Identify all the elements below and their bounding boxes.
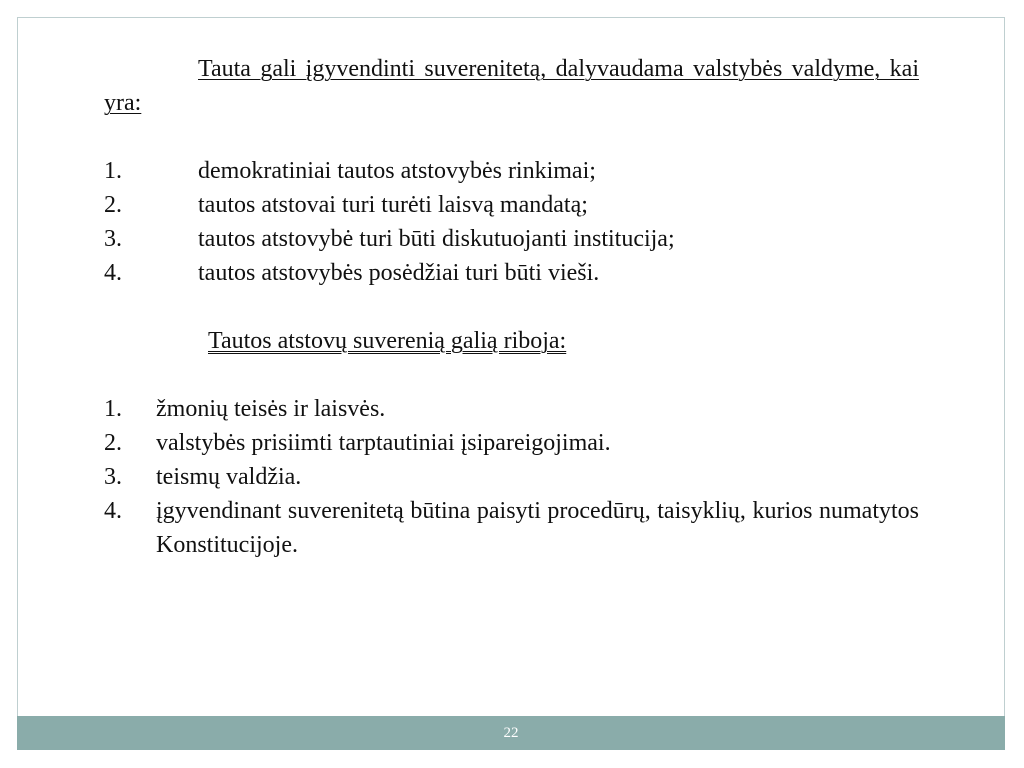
list-item bbox=[104, 154, 919, 188]
intro-text: Tauta gali įgyvendinti suverenitetą, dalyvaudama valstybės valdyme, kai yra: bbox=[104, 56, 919, 116]
footer-bar bbox=[17, 716, 1005, 750]
list-item bbox=[104, 256, 919, 290]
list-item-number: 1. bbox=[104, 396, 122, 422]
list-item-number: 2. bbox=[104, 430, 122, 456]
list-item-number: 3. bbox=[104, 226, 122, 252]
list-item-text: tautos atstovybės posėdžiai turi būti vieši. bbox=[198, 260, 600, 286]
list-item-number: 4. bbox=[104, 260, 122, 286]
slide-content bbox=[104, 52, 919, 562]
list-item bbox=[104, 426, 919, 460]
list-item bbox=[104, 392, 919, 426]
list-item-number: 4. bbox=[104, 498, 122, 524]
list-item bbox=[104, 222, 919, 256]
list-item-text: žmonių teisės ir laisvės. bbox=[156, 396, 386, 422]
list-item bbox=[104, 188, 919, 222]
list-item-text: tautos atstovai turi turėti laisvą mandatą; bbox=[198, 192, 588, 218]
list-item-number: 1. bbox=[104, 158, 122, 184]
list-item-text: demokratiniai tautos atstovybės rinkimai; bbox=[198, 158, 596, 184]
list-item-text: teismų valdžia. bbox=[156, 464, 302, 490]
list-item-number: 2. bbox=[104, 192, 122, 218]
subheading bbox=[208, 324, 919, 358]
page-number: 22 bbox=[503, 725, 519, 741]
list-item bbox=[104, 460, 919, 494]
list-item-text: įgyvendinant suverenitetą būtina paisyti procedūrų, taisyklių, kurios numatytos Konstitucijoje. bbox=[156, 498, 919, 558]
conditions-list bbox=[104, 154, 919, 290]
limits-list bbox=[104, 392, 919, 562]
list-item bbox=[104, 494, 919, 562]
list-item-text: tautos atstovybė turi būti diskutuojanti institucija; bbox=[198, 226, 675, 252]
list-item-number: 3. bbox=[104, 464, 122, 490]
subheading-text: Tautos atstovų suverenią galią riboja: bbox=[208, 328, 567, 354]
list-item-text: valstybės prisiimti tarptautiniai įsipareigojimai. bbox=[156, 430, 611, 456]
intro-paragraph bbox=[104, 52, 919, 120]
